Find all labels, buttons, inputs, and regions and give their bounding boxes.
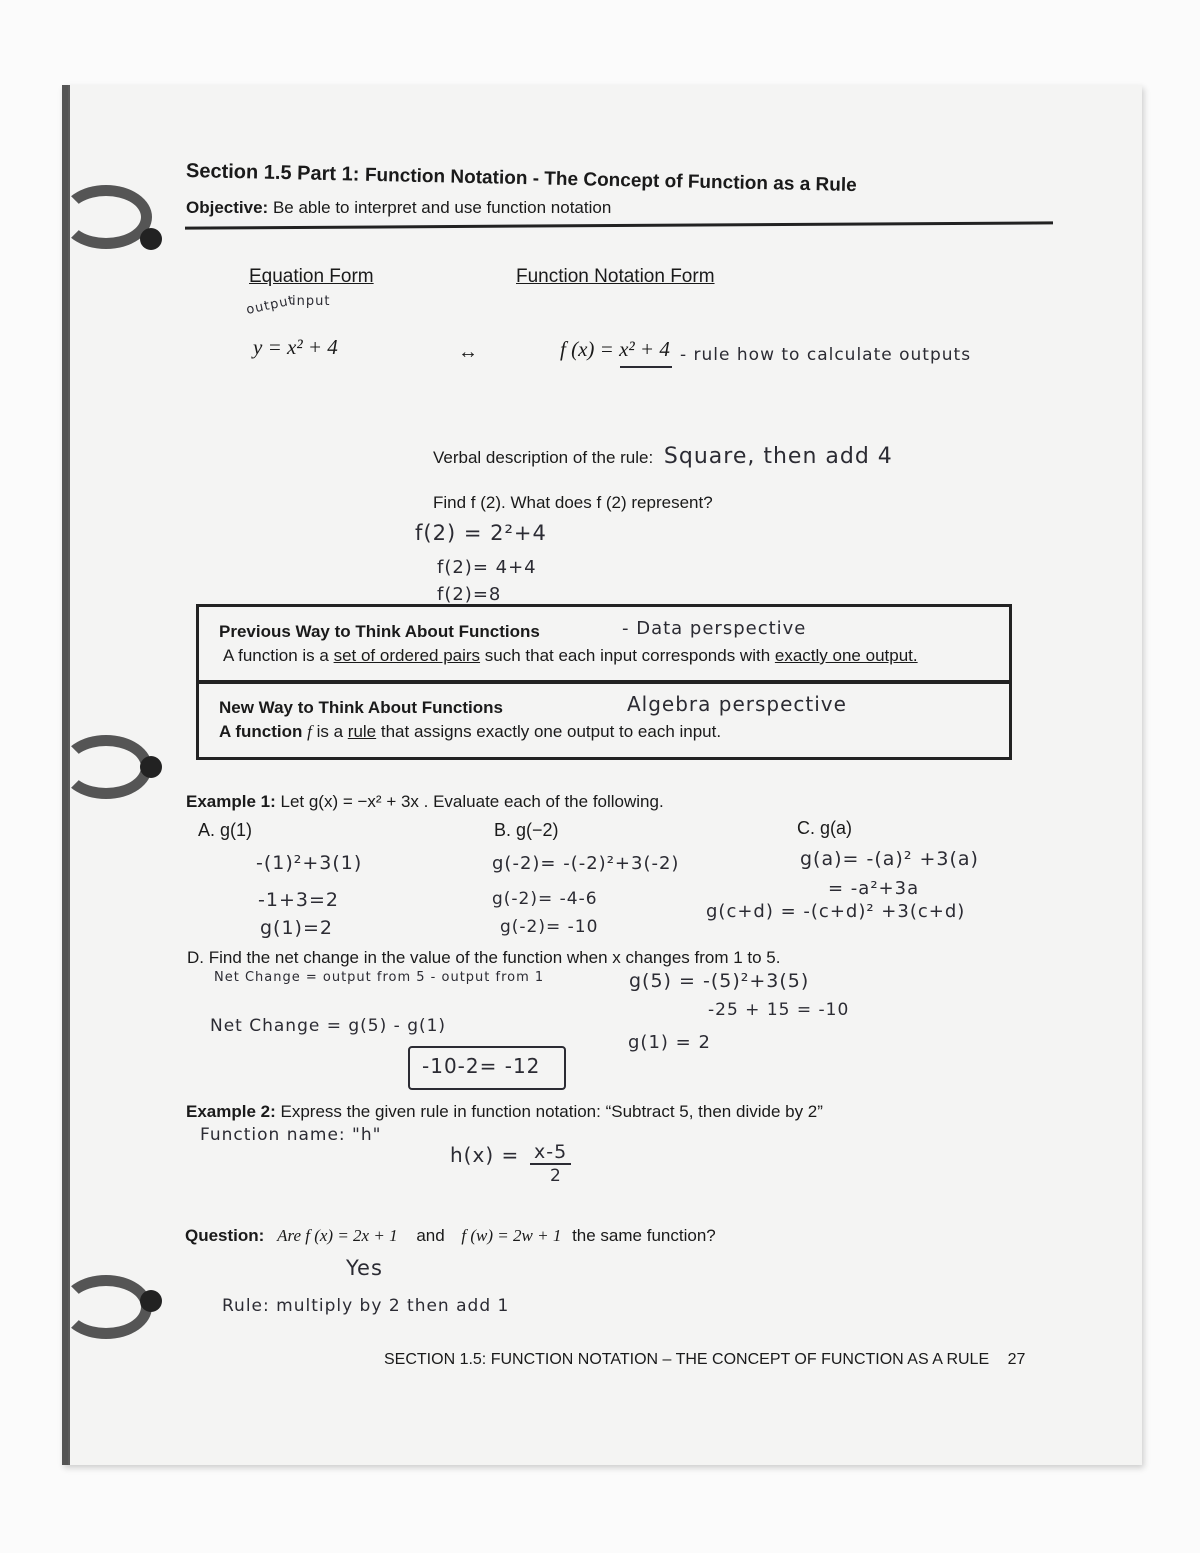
prev-text-underlined-2: exactly one output. xyxy=(774,646,918,665)
example2-heading xyxy=(186,1102,823,1122)
hand-work-a-2: -1+3=2 xyxy=(258,889,339,911)
find-question: Find f (2). What does f (2) represent? xyxy=(433,493,713,512)
hand-output-label: output xyxy=(244,293,296,318)
objective-text: Be able to interpret and use function notation xyxy=(272,198,612,217)
hand-function-name: Function name: "h" xyxy=(200,1125,382,1145)
verbal-description xyxy=(433,444,893,469)
hand-work-b-2: g(-2)= -4-6 xyxy=(492,889,598,909)
previous-way-heading: Previous Way to Think About Functions xyxy=(219,622,540,641)
ring-hole-top xyxy=(140,228,162,250)
example2-label: Example 2: xyxy=(186,1102,276,1121)
equation-form-heading: Equation Form xyxy=(249,266,374,287)
question-f-x: Are f (x) = 2x + 1 xyxy=(277,1226,398,1245)
binder-ring-bottom xyxy=(60,1275,152,1339)
function-notation-heading: Function Notation Form xyxy=(516,266,715,287)
example2-prompt: Express the given rule in function notation: “Subtract 5, then divide by 2” xyxy=(280,1102,823,1121)
objective-line xyxy=(186,198,611,218)
previous-way-box xyxy=(196,604,1012,684)
question-label: Question: xyxy=(185,1226,265,1245)
worksheet-page xyxy=(62,85,1142,1465)
equation-form: y = x² + 4 xyxy=(253,335,338,359)
binder-ring-middle xyxy=(60,735,152,799)
prev-text-underlined-1: set of ordered pairs xyxy=(333,646,481,665)
new-text-a: A function xyxy=(219,722,308,741)
hand-rule-note: - rule how to calculate outputs xyxy=(680,345,972,365)
new-text-underlined-rule: rule xyxy=(347,722,377,741)
hand-h-lhs: h(x) = xyxy=(450,1143,520,1167)
question-and: and xyxy=(416,1226,445,1245)
hand-g1: g(1) = 2 xyxy=(628,1032,711,1053)
example1-heading xyxy=(186,792,664,812)
verbal-label: Verbal description of the rule: xyxy=(433,448,654,467)
hand-work-line-2: f(2)= 4+4 xyxy=(437,557,537,578)
new-way-heading: New Way to Think About Functions xyxy=(219,698,503,717)
hand-rule: Rule: multiply by 2 then add 1 xyxy=(222,1296,510,1316)
example1-prompt: Let g(x) = −x² + 3x . Evaluate each of the following. xyxy=(280,792,664,811)
binder-ring-top xyxy=(60,185,152,249)
example1-part-d: D. Find the net change in the value of the function when x changes from 1 to 5. xyxy=(187,948,781,967)
hand-input-label: input xyxy=(292,294,331,309)
new-way-definition xyxy=(219,722,721,742)
hand-work-a-1: -(1)²+3(1) xyxy=(256,852,363,874)
hand-g5-2: -25 + 15 = -10 xyxy=(708,1000,850,1020)
hand-work-b-1: g(-2)= -(-2)²+3(-2) xyxy=(492,853,680,874)
hand-work-line-3: f(2)=8 xyxy=(437,584,502,605)
prev-text-a: A function is a xyxy=(223,646,334,665)
previous-way-definition xyxy=(223,646,918,666)
section-title-prefix: Section 1.5 Part 1: xyxy=(185,160,360,186)
hand-work-c-2: = -a²+3a xyxy=(828,878,920,899)
page-number: 27 xyxy=(1007,1351,1026,1368)
prev-text-b: such that each input corresponds with xyxy=(480,646,775,665)
section-title-main: Function Notation - The Concept of Function as a Rule xyxy=(364,164,857,197)
hand-work-c-1: g(a)= -(a)² +3(a) xyxy=(800,848,979,870)
example1-part-b: B. g(−2) xyxy=(494,820,559,840)
page-footer xyxy=(384,1351,1025,1369)
double-arrow: ↔ xyxy=(458,341,478,363)
question-line xyxy=(185,1226,716,1246)
new-text-b: is a xyxy=(311,722,348,741)
hand-net-change-calc: Net Change = g(5) - g(1) xyxy=(210,1016,447,1036)
example1-label: Example 1: xyxy=(186,792,276,811)
question-tail: the same function? xyxy=(572,1226,716,1245)
hand-work-line-1: f(2) = 2²+4 xyxy=(415,521,547,545)
hand-algebra-perspective: Algebra perspective xyxy=(627,692,847,716)
new-text-f: f xyxy=(307,722,312,741)
hand-g5-1: g(5) = -(5)²+3(5) xyxy=(629,970,810,992)
hand-data-perspective: - Data perspective xyxy=(622,618,807,639)
hand-work-c-3: g(c+d) = -(c+d)² +3(c+d) xyxy=(706,901,966,922)
new-text-c: that assigns exactly one output to each input. xyxy=(376,722,722,741)
ring-hole-middle xyxy=(140,756,162,778)
hand-net-change-def: Net Change = output from 5 - output from 1 xyxy=(214,970,545,985)
hand-work-a-3: g(1)=2 xyxy=(260,917,333,939)
hand-wavy-underline xyxy=(620,366,672,368)
new-way-box xyxy=(196,680,1012,760)
hand-work-b-3: g(-2)= -10 xyxy=(500,917,599,937)
ring-hole-bottom xyxy=(140,1290,162,1312)
hand-h-denominator: 2 xyxy=(550,1166,562,1186)
hand-net-change-answer: -10-2= -12 xyxy=(422,1054,541,1078)
hand-verbal-answer: Square, then add 4 xyxy=(663,444,893,469)
hand-yes: Yes xyxy=(346,1256,383,1280)
example1-part-c: C. g(a) xyxy=(797,818,853,838)
function-notation-form: f (x) = x² + 4 xyxy=(560,337,670,361)
question-f-w: f (w) = 2w + 1 xyxy=(461,1226,562,1245)
objective-label: Objective: xyxy=(186,198,269,217)
example1-part-a: A. g(1) xyxy=(198,820,253,840)
hand-h-numerator: x-5 xyxy=(530,1141,571,1165)
footer-text: SECTION 1.5: FUNCTION NOTATION – THE CONCEPT OF FUNCTION AS A RULE xyxy=(384,1351,990,1368)
